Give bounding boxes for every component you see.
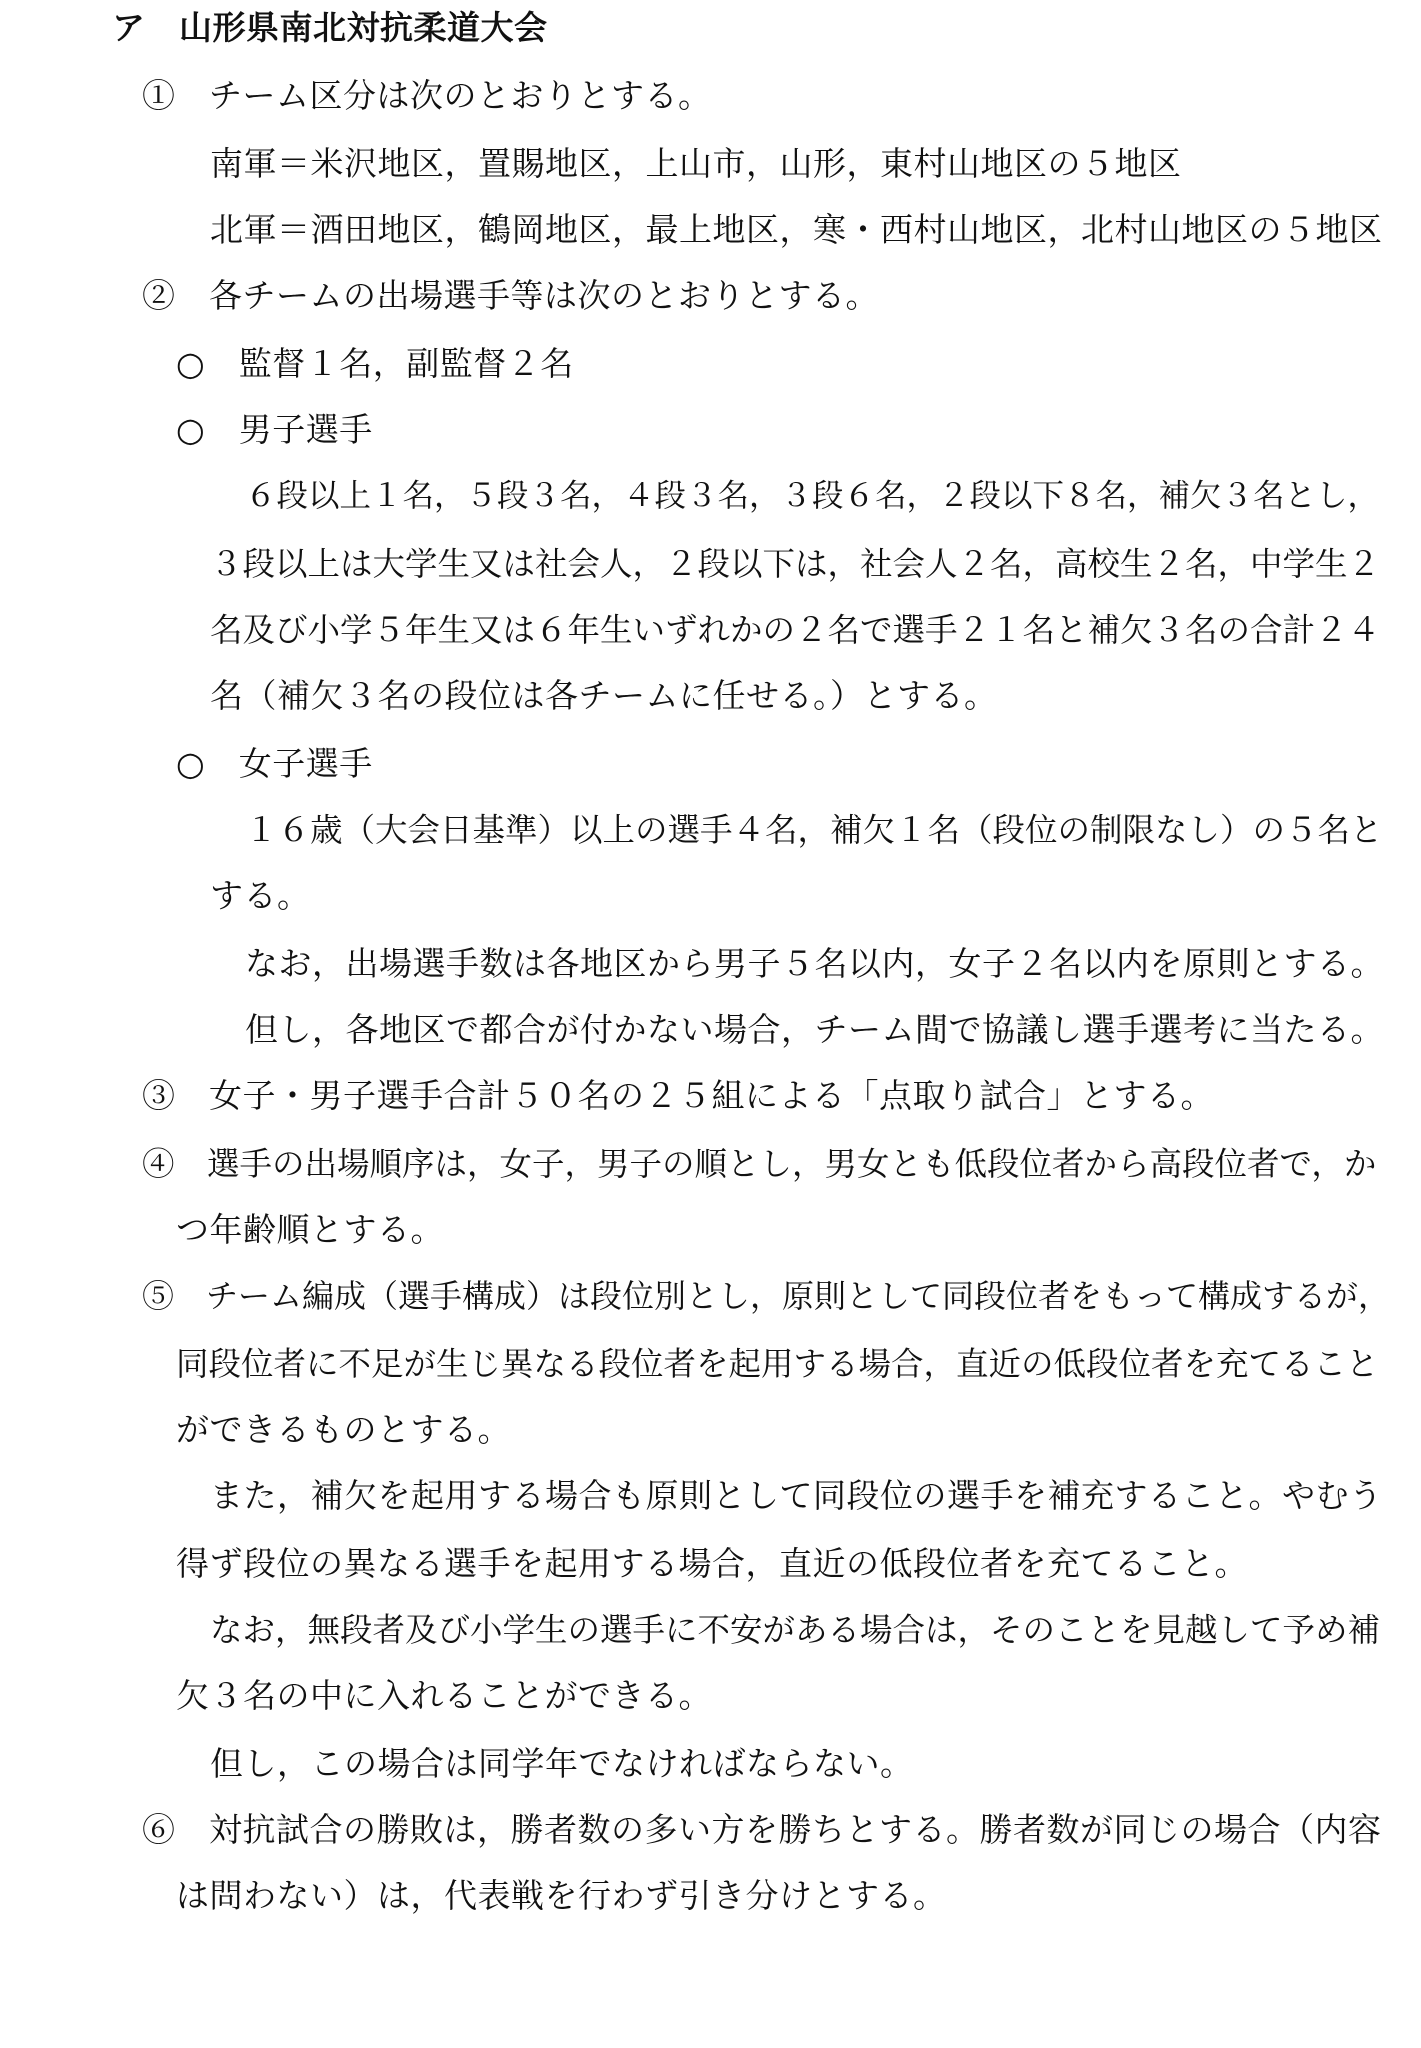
section-title: ア 山形県南北対抗柔道大会: [112, 8, 548, 47]
women-heading: ○ 女子選手: [176, 744, 373, 783]
item-5-para-line: 得ず段位の異なる選手を起用する場合，直近の低段位者を充てること。: [176, 1544, 1248, 1583]
men-text-line: 名（補欠３名の段位は各チームに任せる。）とする。: [210, 676, 998, 715]
item-6-line: は問わない）は，代表戦を行わず引き分けとする。: [176, 1876, 947, 1915]
managers-line: ○ 監督１名，副監督２名: [176, 344, 574, 383]
note-line: 但し，各地区で都合が付かない場合，チーム間で協議し選手選考に当たる。: [245, 1010, 1384, 1049]
note-line: なお，出場選手数は各地区から男子５名以内，女子２名以内を原則とする。: [245, 944, 1384, 983]
item-1-heading: ① チーム区分は次のとおりとする。: [142, 76, 712, 115]
item-3-line: ③ 女子・男子選手合計５０名の２５組による「点取り試合」とする。: [142, 1076, 1214, 1115]
item-5-line: ができるものとする。: [176, 1410, 511, 1449]
item-4-line: つ年齢順とする。: [176, 1210, 444, 1249]
men-text-line: ６段以上１名，５段３名，４段３名，３段６名，２段以下８名，補欠３名とし，: [245, 478, 1380, 514]
women-text-line: １６歳（大会日基準）以上の選手４名，補欠１名（段位の制限なし）の５名と: [245, 811, 1383, 849]
men-heading: ○ 男子選手: [176, 410, 373, 449]
south-team-line: 南軍＝米沢地区，置賜地区，上山市，山形，東村山地区の５地区: [210, 144, 1182, 183]
item-4-line: ④ 選手の出場順序は，女子，男子の順とし，男女とも低段位者から高段位者で，か: [142, 1145, 1377, 1183]
item-5-para-line: 但し，この場合は同学年でなければならない。: [210, 1744, 914, 1783]
item-5-line: ⑤ チーム編成（選手構成）は段位別とし，原則として同段位者をもって構成するが，: [142, 1277, 1391, 1315]
men-text-line: ３段以上は大学生又は社会人，２段以下は，社会人２名，高校生２名，中学生２: [210, 545, 1381, 583]
item-5-para-line: 欠３名の中に入れることができる。: [176, 1676, 712, 1715]
item-5-para-line: また，補欠を起用する場合も原則として同段位の選手を補充すること。やむう: [210, 1476, 1383, 1515]
men-text-line: 名及び小学５年生又は６年生いずれかの２名で選手２１名と補欠３名の合計２４: [210, 611, 1381, 649]
item-5-line: 同段位者に不足が生じ異なる段位者を起用する場合，直近の低段位者を充てること: [176, 1345, 1379, 1383]
women-text-line: する。: [210, 876, 311, 915]
item-6-line: ⑥ 対抗試合の勝敗は，勝者数の多い方を勝ちとする。勝者数が同じの場合（内容: [142, 1810, 1382, 1849]
item-2-heading: ② 各チームの出場選手等は次のとおりとする。: [142, 276, 879, 315]
north-team-line: 北軍＝酒田地区，鶴岡地区，最上地区，寒・西村山地区，北村山地区の５地区: [210, 210, 1383, 249]
item-5-para-line: なお，無段者及び小学生の選手に不安がある場合は，そのことを見越して予め補: [210, 1611, 1381, 1649]
